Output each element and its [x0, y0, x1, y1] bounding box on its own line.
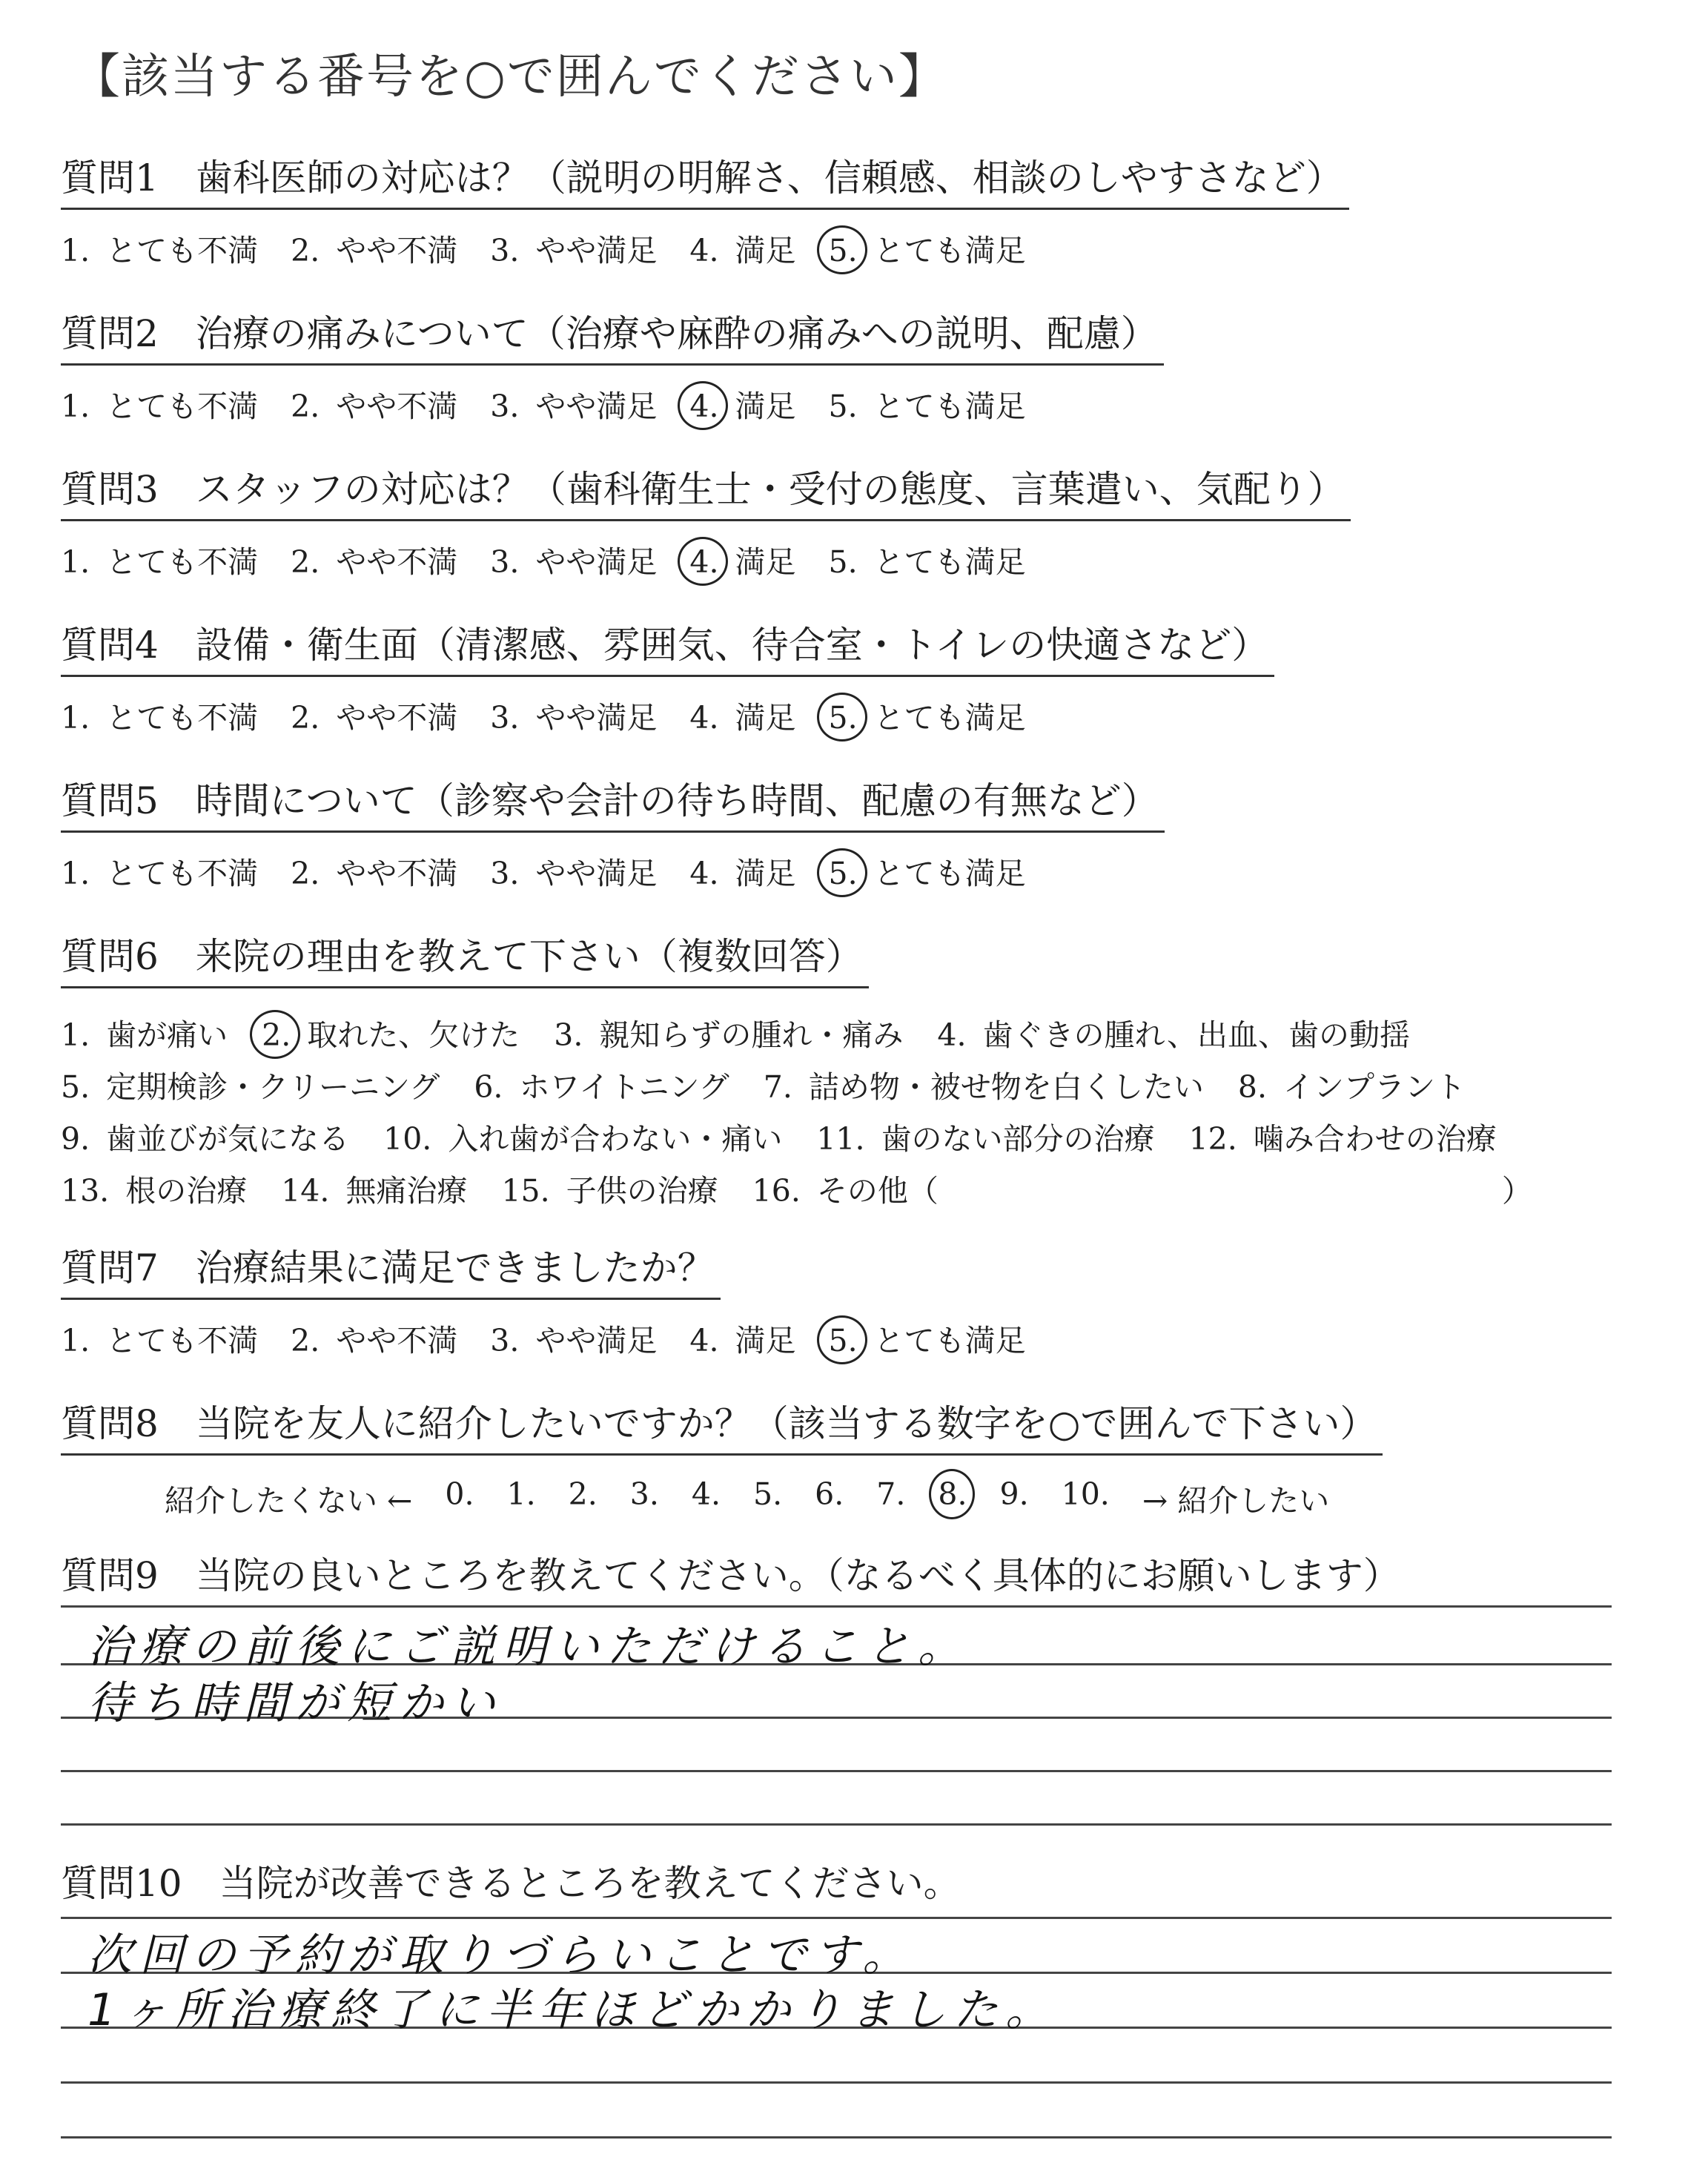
answer-rule — [61, 2081, 1612, 2084]
question-6 — [61, 927, 1532, 1214]
option-2[interactable]: 2. やや不満 — [291, 700, 458, 736]
option-1[interactable]: 1. とても不満 — [61, 856, 259, 891]
option-1[interactable]: 1. とても不満 — [61, 700, 259, 736]
option-4-circled[interactable]: 4. 満足 — [689, 389, 796, 424]
question-2-options — [61, 382, 1164, 426]
scale-8-circled[interactable]: 8. — [938, 1476, 967, 1520]
option-3[interactable]: 3. やや満足 — [490, 700, 658, 736]
question-7-title: 質問7 治療結果に満足できましたか？ — [61, 1238, 721, 1300]
reason-option-12[interactable]: 12. 噛み合わせの治療 — [1188, 1120, 1497, 1157]
question-3 — [61, 460, 1351, 581]
option-3[interactable]: 3. やや満足 — [490, 389, 658, 424]
question-8 — [61, 1394, 1383, 1520]
option-4[interactable]: 4. 満足 — [689, 700, 796, 736]
scale-10[interactable]: 10. — [1061, 1476, 1110, 1512]
reason-option-5[interactable]: 5. 定期検診・クリーニング — [61, 1069, 440, 1105]
scale-7[interactable]: 7. — [876, 1476, 906, 1512]
reason-option-8[interactable]: 8. インプラント — [1237, 1069, 1466, 1105]
question-10 — [61, 1854, 967, 1913]
option-1[interactable]: 1. とても不満 — [61, 1323, 259, 1358]
question-10-title: 質問10 当院が改善できるところを教えてください。 — [61, 1862, 961, 1905]
question-9 — [61, 1546, 1406, 1605]
reason-option-9[interactable]: 9. 歯並びが気になる — [61, 1120, 350, 1157]
question-1-title: 質問1 歯科医師の対応は？（説明の明解さ、信頼感、相談のしやすさなど） — [61, 148, 1349, 210]
scale-0[interactable]: 0. — [445, 1476, 474, 1512]
option-2[interactable]: 2. やや不満 — [291, 389, 458, 424]
option-1[interactable]: 1. とても不満 — [61, 389, 259, 424]
option-1[interactable]: 1. とても不満 — [61, 544, 259, 580]
question-6-options — [61, 1006, 1532, 1214]
option-3[interactable]: 3. やや満足 — [490, 1323, 658, 1358]
question-5-options — [61, 849, 1165, 893]
question-9-answer-area[interactable] — [61, 1605, 1612, 1843]
scale-6[interactable]: 6. — [815, 1476, 844, 1512]
option-5-circled[interactable]: 5. とても満足 — [828, 700, 1026, 736]
question-4-options — [61, 693, 1274, 737]
reason-option-14[interactable]: 14. 無痛治療 — [281, 1172, 468, 1209]
question-5 — [61, 771, 1165, 893]
question-7 — [61, 1238, 1059, 1360]
handwritten-answer-line: 治療の前後にご説明いただけること。 — [87, 1621, 970, 1673]
reason-option-1[interactable]: 1. 歯が痛い — [61, 1017, 228, 1053]
recommend-scale — [165, 1476, 1383, 1520]
option-2[interactable]: 2. やや不満 — [291, 544, 458, 580]
answer-rule — [61, 1917, 1612, 1919]
scale-3[interactable]: 3. — [629, 1476, 659, 1512]
reason-option-13[interactable]: 13. 根の治療 — [61, 1172, 248, 1209]
scale-5[interactable]: 5. — [753, 1476, 783, 1512]
option-2[interactable]: 2. やや不満 — [291, 856, 458, 891]
option-3[interactable]: 3. やや満足 — [490, 233, 658, 268]
option-3[interactable]: 3. やや満足 — [490, 544, 658, 580]
answer-rule — [61, 1770, 1612, 1772]
scale-1[interactable]: 1. — [506, 1476, 536, 1512]
handwritten-answer-line: 次回の予約が取りづらいことです。 — [87, 1929, 915, 1981]
handwritten-answer-line: 1ヶ所治療終了に半年ほどかかりました。 — [87, 1984, 1058, 2036]
option-4[interactable]: 4. 満足 — [689, 233, 796, 268]
scale-9[interactable]: 9. — [999, 1476, 1029, 1512]
reason-option-7[interactable]: 7. 詰め物・被せ物を白くしたい — [763, 1069, 1204, 1105]
question-4-title: 質問4 設備・衛生面（清潔感、雰囲気、待合室・トイレの快適さなど） — [61, 615, 1274, 677]
reason-option-3[interactable]: 3. 親知らずの腫れ・痛み — [554, 1017, 904, 1053]
page-title: 【該当する番号を○で囲んでください】 — [73, 50, 947, 105]
reason-option-4[interactable]: 4. 歯ぐきの腫れ、出血、歯の動揺 — [937, 1017, 1410, 1053]
question-10-answer-area[interactable] — [61, 1917, 1612, 2154]
question-3-title: 質問3 スタッフの対応は？（歯科衛生士・受付の態度、言葉遣い、気配り） — [61, 460, 1351, 521]
option-2[interactable]: 2. やや不満 — [291, 233, 458, 268]
option-5-circled[interactable]: 5. とても満足 — [828, 856, 1026, 891]
option-5[interactable]: 5. とても満足 — [828, 544, 1026, 580]
scale-right-label: → 紹介したい — [1142, 1483, 1330, 1519]
answer-rule — [61, 1823, 1612, 1826]
answer-rule — [61, 1605, 1612, 1608]
question-5-title: 質問5 時間について（診察や会計の待ち時間、配慮の有無など） — [61, 771, 1165, 833]
question-4 — [61, 615, 1274, 737]
question-3-options — [61, 538, 1351, 581]
reason-option-6[interactable]: 6. ホワイトニング — [474, 1069, 729, 1105]
scale-left-label: 紹介したくない ← — [165, 1483, 413, 1519]
option-2[interactable]: 2. やや不満 — [291, 1323, 458, 1358]
option-4-circled[interactable]: 4. 満足 — [689, 544, 796, 580]
question-8-title: 質問8 当院を友人に紹介したいですか？（該当する数字を○で囲んで下さい） — [61, 1394, 1383, 1456]
option-4[interactable]: 4. 満足 — [689, 1323, 796, 1358]
answer-rule — [61, 2136, 1612, 2138]
question-1 — [61, 148, 1349, 270]
reason-option-2-circled[interactable]: 2. 取れた、欠けた — [262, 1017, 520, 1053]
question-9-title: 質問9 当院の良いところを教えてください。（なるべく具体的にお願いします） — [61, 1554, 1400, 1597]
option-4[interactable]: 4. 満足 — [689, 856, 796, 891]
question-7-options — [61, 1316, 1059, 1360]
reason-option-15[interactable]: 15. 子供の治療 — [501, 1172, 718, 1209]
reason-option-10[interactable]: 10. 入れ歯が合わない・痛い — [383, 1120, 783, 1157]
reason-option-11[interactable]: 11. 歯のない部分の治療 — [816, 1120, 1155, 1157]
other-field-close: ） — [1501, 1172, 1532, 1209]
option-1[interactable]: 1. とても不満 — [61, 233, 259, 268]
option-3[interactable]: 3. やや満足 — [490, 856, 658, 891]
option-5-circled[interactable]: 5. とても満足 — [828, 233, 1026, 268]
handwritten-answer-line: 待ち時間が短かい — [87, 1677, 503, 1729]
scale-2[interactable]: 2. — [568, 1476, 598, 1512]
option-5-circled[interactable]: 5. とても満足 — [828, 1323, 1026, 1358]
question-1-options — [61, 226, 1349, 270]
question-2 — [61, 304, 1164, 426]
question-2-title: 質問2 治療の痛みについて（治療や麻酔の痛みへの説明、配慮） — [61, 304, 1164, 366]
reason-option-16[interactable]: 16. その他（ — [752, 1172, 939, 1209]
option-5[interactable]: 5. とても満足 — [828, 389, 1026, 424]
scale-4[interactable]: 4. — [691, 1476, 721, 1512]
question-6-title: 質問6 来院の理由を教えて下さい（複数回答） — [61, 927, 869, 988]
